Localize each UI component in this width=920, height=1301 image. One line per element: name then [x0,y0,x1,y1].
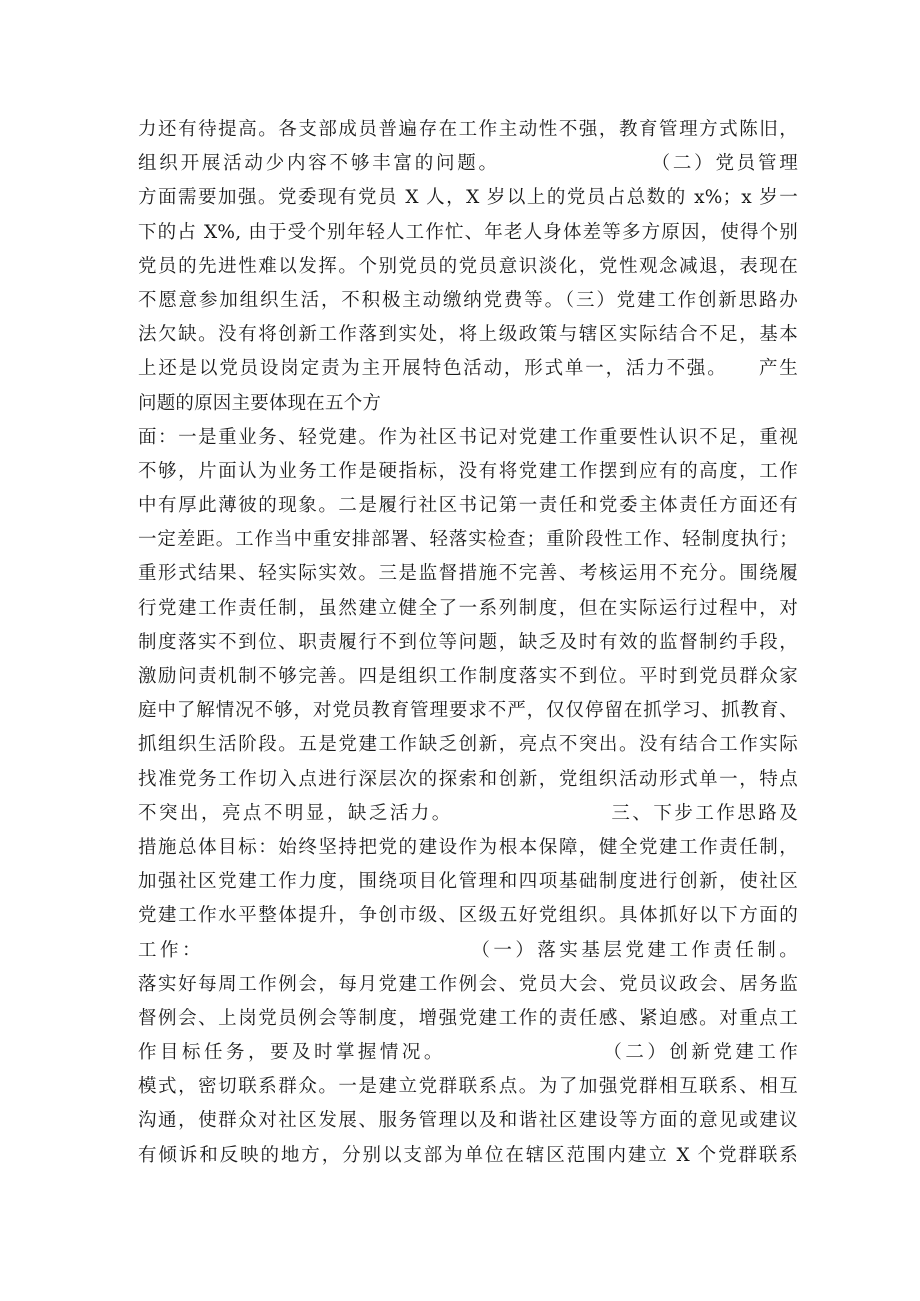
text-line: 问题的原因主要体现在五个方 [138,392,382,414]
text-line: 不愿意参加组织生活，不积极主动缴纳党费等。（三）党建工作创新思路办 [138,289,798,311]
text-line: 措施总体目标：始终坚持把党的建设作为根本保障，健全党建工作责任制， [138,836,798,858]
text-line: 方面需要加强。党委现有党员 X 人，X 岁以上的党员占总数的 x%；x 岁一 [138,187,798,209]
text-line: 中有厚此薄彼的现象。二是履行社区书记第一责任和党委主体责任方面还有 [138,495,798,517]
text-line: 行党建工作责任制，虽然建立健全了一系列制度，但在实际运行过程中，对 [138,597,798,619]
text-line: 党员的先进性难以发挥。个别党员的党员意识淡化，党性观念减退，表现在 [138,255,798,277]
text-line: 工作： （一）落实基层党建工作责任制。 [138,939,798,961]
text-line: 下的占 X%, 由于受个别年轻人工作忙、年老人身体差等多方原因，使得个别 [138,221,798,243]
text-line: 制度落实不到位、职责履行不到位等问题，缺乏及时有效的监督制约手段， [138,631,798,653]
text-line: 抓组织生活阶段。五是党建工作缺乏创新，亮点不突出。没有结合工作实际 [138,734,798,756]
text-line: 上还是以党员设岗定责为主开展特色活动，形式单一，活力不强。 产生 [138,358,798,380]
text-line: 党建工作水平整体提升，争创市级、区级五好党组织。具体抓好以下方面的 [138,905,798,927]
text-line: 不够，片面认为业务工作是硬指标，没有将党建工作摆到应有的高度，工作 [138,460,798,482]
text-line: 模式，密切联系群众。一是建立党群联系点。为了加强党群相互联系、相互 [138,1076,798,1098]
text-line: 重形式结果、轻实际实效。三是监督措施不完善、考核运用不充分。围绕履 [138,563,798,585]
text-line: 落实好每周工作例会，每月党建工作例会、党员大会、党员议政会、居务监 [138,973,798,995]
body-text [138,113,798,1173]
text-line: 不突出，亮点不明显，缺乏活力。 三、下步工作思路及 [138,802,798,824]
text-line: 组织开展活动少内容不够丰富的问题。 （二）党员管理 [138,153,798,175]
text-line: 督例会、上岗党员例会等制度，增强党建工作的责任感、紧迫感。对重点工 [138,1007,798,1029]
text-line: 沟通，使群众对社区发展、服务管理以及和谐社区建设等方面的意见或建议 [138,1110,798,1132]
text-line: 找准党务工作切入点进行深层次的探索和创新，党组织活动形式单一，特点 [138,768,798,790]
text-line: 庭中了解情况不够，对党员教育管理要求不严，仅仅停留在抓学习、抓教育、 [138,700,798,722]
text-line: 作目标任务，要及时掌握情况。 （二）创新党建工作 [138,1042,798,1064]
text-line: 面：一是重业务、轻党建。作为社区书记对党建工作重要性认识不足，重视 [138,426,798,448]
text-line: 加强社区党建工作力度，围绕项目化管理和四项基础制度进行创新，使社区 [138,871,798,893]
text-line: 法欠缺。没有将创新工作落到实处，将上级政策与辖区实际结合不足，基本 [138,324,798,346]
text-line: 有倾诉和反映的地方，分别以支部为单位在辖区范围内建立 X 个党群联系 [138,1144,798,1166]
text-line: 激励问责机制不够完善。四是组织工作制度落实不到位。平时到党员群众家 [138,666,798,687]
text-line: 力还有待提高。各支部成员普遍存在工作主动性不强，教育管理方式陈旧， [138,119,798,140]
text-line: 一定差距。工作当中重安排部署、轻落实检查；重阶段性工作、轻制度执行； [138,529,798,551]
